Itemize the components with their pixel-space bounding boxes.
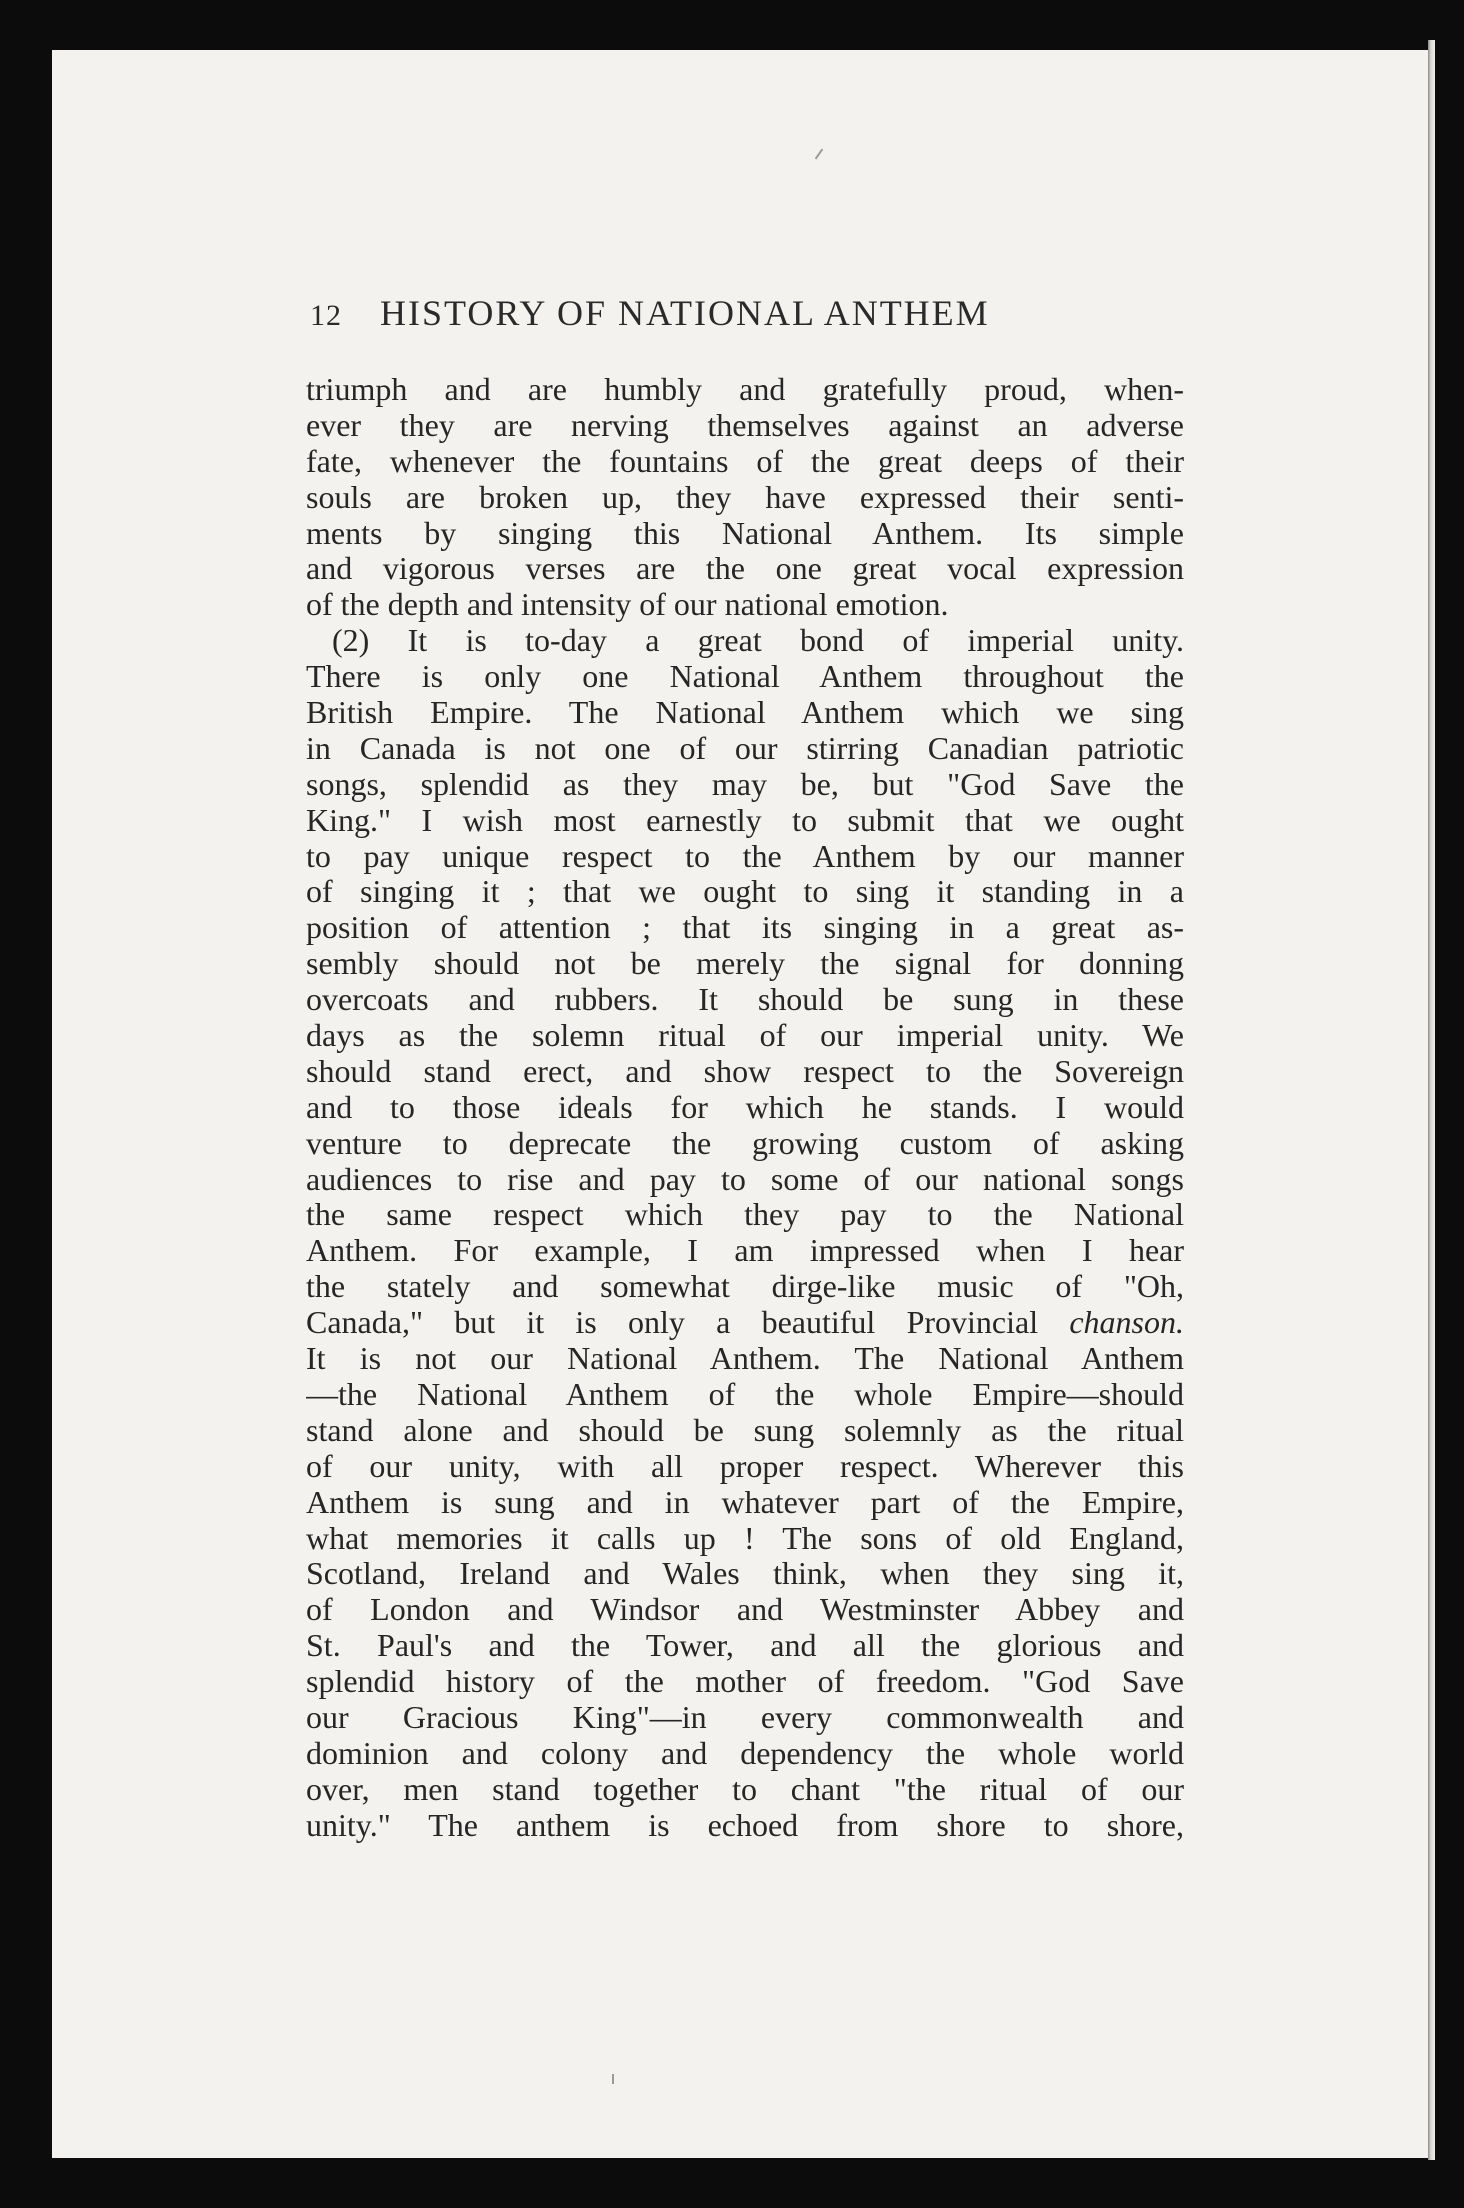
text-line: venture to deprecate the growing custom of asking — [306, 1125, 1184, 1161]
page-body-text — [306, 372, 1184, 1844]
text-line: of our unity, with all proper respect. Wherever this — [306, 1448, 1184, 1484]
text-line: fate, whenever the fountains of the great deeps of their — [306, 443, 1184, 479]
text-line: and to those ideals for which he stands. I would — [306, 1089, 1184, 1125]
text-line: and vigorous verses are the one great vocal expression — [306, 551, 1184, 587]
text-line: souls are broken up, they have expressed their senti- — [306, 479, 1184, 515]
text-line: —the National Anthem of the whole Empire—should — [306, 1376, 1184, 1412]
text-line: of singing it ; that we ought to sing it standing in a — [306, 874, 1184, 910]
text-line: songs, splendid as they may be, but "God Save the — [306, 766, 1184, 802]
text-line: over, men stand together to chant "the ritual of our — [306, 1771, 1184, 1807]
running-head — [310, 292, 1190, 352]
text-line: Canada," but it is only a beautiful Provincial chanson. — [306, 1305, 1184, 1341]
text-line: Scotland, Ireland and Wales think, when they sing it, — [306, 1556, 1184, 1592]
text-line: ever they are nerving themselves against an adverse — [306, 407, 1184, 443]
text-line: the same respect which they pay to the National — [306, 1197, 1184, 1233]
text-line: position of attention ; that its singing in a great as- — [306, 910, 1184, 946]
text-line: our Gracious King"—in every commonwealth and — [306, 1699, 1184, 1735]
text-line: splendid history of the mother of freedom. "God Save — [306, 1664, 1184, 1700]
text-line: in Canada is not one of our stirring Canadian patriotic — [306, 730, 1184, 766]
running-head-title: HISTORY OF NATIONAL ANTHEM — [380, 293, 990, 333]
text-line: Anthem is sung and in whatever part of the Empire, — [306, 1484, 1184, 1520]
page-number: 12 — [310, 299, 342, 332]
text-line: of London and Windsor and Westminster Abbey and — [306, 1592, 1184, 1628]
text-line: Anthem. For example, I am impressed when I hear — [306, 1233, 1184, 1269]
text-line: unity." The anthem is echoed from shore to shore, — [306, 1807, 1184, 1843]
text-line: to pay unique respect to the Anthem by our manner — [306, 838, 1184, 874]
text-line: St. Paul's and the Tower, and all the glorious and — [306, 1628, 1184, 1664]
dust-speck — [612, 2074, 614, 2084]
text-line: There is only one National Anthem throughout the — [306, 659, 1184, 695]
text-line: days as the solemn ritual of our imperial unity. We — [306, 1018, 1184, 1054]
text-line: ments by singing this National Anthem. Its simple — [306, 515, 1184, 551]
text-line: (2) It is to-day a great bond of imperial unity. — [332, 623, 1184, 659]
italic-word: chanson. — [1069, 1305, 1184, 1341]
text-line: British Empire. The National Anthem which we sing — [306, 695, 1184, 731]
text-line: should stand erect, and show respect to the Sovereign — [306, 1053, 1184, 1089]
text-line: of the depth and intensity of our national emotion. — [306, 587, 949, 623]
text-line: what memories it calls up ! The sons of old England, — [306, 1520, 1184, 1556]
page-edge-shadow — [1428, 40, 1435, 2160]
text-line: the stately and somewhat dirge-like music of "Oh, — [306, 1269, 1184, 1305]
text-line: stand alone and should be sung solemnly as the ritual — [306, 1412, 1184, 1448]
text-line: King." I wish most earnestly to submit that we ought — [306, 802, 1184, 838]
text-line: overcoats and rubbers. It should be sung in these — [306, 982, 1184, 1018]
text-line: It is not our National Anthem. The National Anthem — [306, 1341, 1184, 1377]
text-line: audiences to rise and pay to some of our national songs — [306, 1161, 1184, 1197]
text-line: triumph and are humbly and gratefully proud, when- — [306, 372, 1184, 407]
text-line: sembly should not be merely the signal for donning — [306, 946, 1184, 982]
text-line: dominion and colony and dependency the whole world — [306, 1735, 1184, 1771]
